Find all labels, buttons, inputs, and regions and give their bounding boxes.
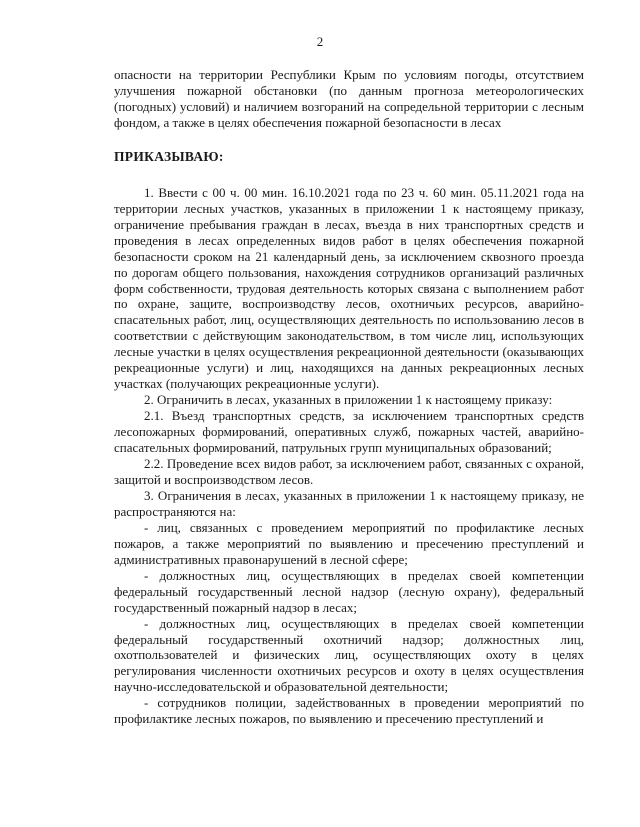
list-item-police: - сотрудников полиции, задействованных в проведении мероприятий по профилактике лесных пожаров, по выявлению и пресечению преступлений и bbox=[114, 695, 584, 727]
list-item-forest-supervision: - должностных лиц, осуществляющих в пределах своей компетенции федеральный государственный лесной надзор (лесную охрану), федеральный государственный пожарный надзор в лесах; bbox=[114, 567, 584, 615]
list-item-fire-prevention: - лиц, связанных с проведением мероприятий по профилактике лесных пожаров, а также мероприятий по выявлению и пресечению преступлений и административных правонарушений в лесной сфере; bbox=[114, 519, 584, 567]
document-body bbox=[114, 67, 584, 727]
paragraph-2: 2. Ограничить в лесах, указанных в приложении 1 к настоящему приказу: bbox=[144, 392, 553, 408]
paragraph-2-1: 2.1. Въезд транспортных средств, за исключением транспортных средств лесопожарных формирований, оперативных служб, пожарных частей, аварийно- спасательных формирований, патрульных групп муниципальных образований; bbox=[114, 408, 584, 456]
paragraph-3: 3. Ограничения в лесах, указанных в приложении 1 к настоящему приказу, не распространяются на: bbox=[114, 487, 584, 519]
order-heading: ПРИКАЗЫВАЮ: bbox=[114, 148, 224, 164]
list-item-hunting-supervision: - должностных лиц, осуществляющих в пределах своей компетенции федеральный государственный охотничий надзор; должностных лиц, охотпользователей и физических лиц, осуществляющих охоту в целях регулирования численности охотничьих ресурсов и охоту в целях осуществления научно-исследовательской и образовательной деятельности; bbox=[114, 615, 584, 695]
page-number: 2 bbox=[316, 34, 324, 49]
intro-paragraph: опасности на территории Республики Крым по условиям погоды, отсутствием улучшения пожарной обстановки (по данным прогноза метеорологических (погодных) условий) и наличием возгораний на сопредельной территории с лесным фондом, а также в целях обеспечения пожарной безопасности в лесах bbox=[114, 67, 584, 130]
paragraph-2-2: 2.2. Проведение всех видов работ, за исключением работ, связанных с охраной, защитой и воспроизводством лесов. bbox=[114, 456, 584, 487]
paragraph-1: 1. Ввести с 00 ч. 00 мин. 16.10.2021 года по 23 ч. 60 мин. 05.11.2021 года на территории лесных участков, указанных в приложении 1 к настоящему приказу, ограничение пребывания граждан в лесах, въезда в них транспортных средств и проведения в лесах определенных видов работ в целях обеспечения пожарной безопасности сроком на 21 календарный день, за исключением сквозного проезда по дорогам общего пользования, нахождения сотрудников организаций различных форм собственности, трудовая деятельность которых связана с выполнением работ по охране, защите, воспроизводству лесов, охотничьих ресурсов, аварийно-спасательных работ, лиц, осуществляющих деятельность по использованию лесов в соответствии с действующим законодательством, в том числе лиц, использующих лесные участки в целях осуществления рекреационной деятельности (оказывающих рекреационные услуги) и лиц, находящихся на данных рекреационных лесных участках (получающих рекреационные услуги). bbox=[114, 184, 584, 392]
